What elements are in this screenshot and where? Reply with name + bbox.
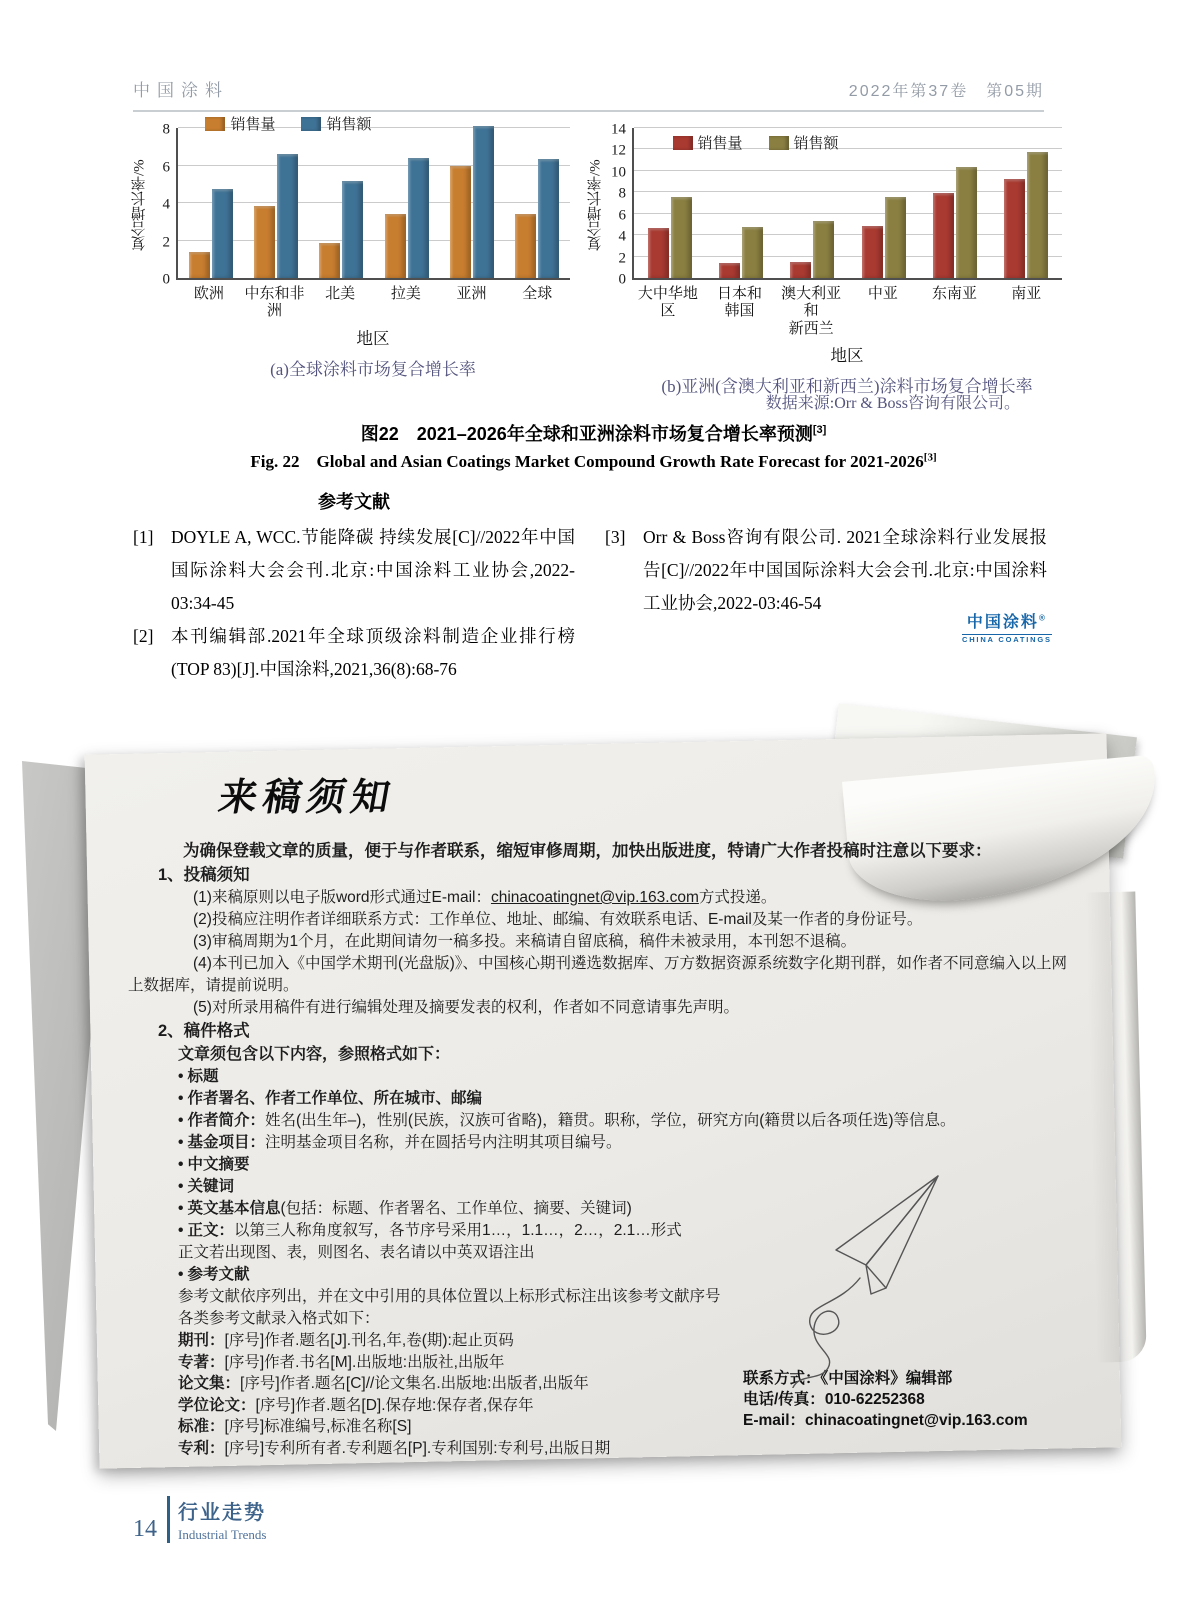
chart-body — [584, 121, 1062, 288]
chart-body — [128, 117, 570, 288]
item1-post: 方式投递。 — [698, 889, 777, 906]
x-category-label: 日本和 韩国 — [717, 286, 763, 320]
x-category-labels — [176, 286, 570, 321]
reference-number: [2] — [133, 626, 154, 646]
y-axis-ticks — [150, 121, 176, 288]
submission-item-2: (2)投稿应注明作者详细联系方式：工作单位、地址、邮编、有效联系电话、E-mail及某一作者的身份证号。 — [193, 911, 923, 928]
reference-text: DOYLE A, WCC.节能降碳 持续发展[C]//2022年中国国际涂料大会会刊.北京:中国涂料工业协会,2022-03:34-45 — [171, 527, 575, 613]
reference-item — [133, 620, 575, 686]
section1-heading: 1、投稿须知 — [158, 866, 250, 884]
y-tick-label: 12 — [611, 142, 626, 159]
bar-销售量 — [319, 243, 340, 278]
ref-format-journal: 期刊：[序号]作者.题名[J].刊名,年,卷(期):起止页码 — [178, 1332, 514, 1349]
chart-global-coatings — [128, 117, 570, 397]
bar-销售额 — [212, 189, 233, 278]
y-tick-label: 2 — [162, 234, 170, 250]
figure-caption-cn-text: 图22 2021–2026年全球和亚洲涂料市场复合增长率预测 — [360, 424, 813, 444]
bar-group — [505, 128, 570, 278]
ref-format-proceedings: 论文集：[序号]作者.题名[C]//论文集名.出版地:出版者,出版年 — [178, 1375, 589, 1392]
submission-item-1 — [128, 887, 1080, 909]
y-tick-label: 2 — [618, 250, 626, 267]
x-category-label: 全球 — [522, 286, 553, 302]
page-edge-curl — [1085, 891, 1146, 1362]
bar-group — [374, 128, 439, 278]
bar-销售额 — [538, 159, 559, 278]
figure-caption-cn — [0, 420, 1187, 446]
y-tick-label: 10 — [611, 164, 626, 181]
submission-item-4: (4)本刊已加入《中国学术期刊(光盘版)》、中国核心期刊遴选数据库、万方数据资源系统数字化期刊群，如作者不同意编入以上网上数据库，请提前说明。 — [128, 955, 1068, 994]
bar-销售量 — [790, 262, 811, 278]
reference-text: Orr & Boss咨询有限公司. 2021全球涂料行业发展报告[C]//2022年中国国际涂料大会会刊.北京:中国涂料工业协会,2022-03:46-54 — [643, 527, 1047, 613]
bar-销售额 — [473, 126, 494, 278]
bar-销售额 — [342, 181, 363, 278]
format-note: 正文若出现图、表，则图名、表名请以中英双语注出 — [178, 1244, 535, 1261]
x-axis-label: 地区 — [830, 345, 864, 365]
y-tick-label: 6 — [162, 159, 170, 175]
legend-swatch — [769, 136, 789, 150]
format-bullet: • 基金项目：注明基金项目名称，并在圆括号内注明其项目编号。 — [178, 1132, 1080, 1154]
format-bullet: • 正文：以第三人称角度叙写，各节序号采用1…，1.1…，2…，2.1…形式 — [178, 1220, 1080, 1242]
legend-item — [205, 113, 275, 134]
format-bullet: • 参考文献 — [178, 1264, 1080, 1286]
bar-销售量 — [933, 193, 954, 278]
page-footer — [133, 1496, 266, 1543]
item1-pre: (1)来稿原则以电子版word形式通过E-mail： — [193, 889, 491, 906]
issue-info: 2022年第37卷 第05期 — [848, 83, 1044, 100]
references-right-column — [605, 486, 1047, 686]
footer-divider — [167, 1496, 170, 1543]
references-left-column — [133, 486, 575, 686]
plot-wrap — [176, 117, 570, 280]
bar-销售量 — [862, 226, 883, 279]
format-bullet: • 英文基本信息(包括：标题、作者署名、工作单位、摘要、关键词) — [178, 1198, 1080, 1220]
logo-cn-text: 中国涂料® — [966, 613, 1047, 631]
chart-legend — [205, 113, 371, 134]
bar-group — [991, 128, 1062, 278]
x-category-label: 亚洲 — [456, 286, 487, 302]
ref-format-thesis: 学位论文：[序号]作者.题名[D].保存地:保存者,保存年 — [178, 1396, 534, 1414]
y-tick-label: 6 — [618, 207, 626, 224]
bar-销售额 — [1027, 152, 1048, 278]
contact-line-editorial: 联系方式：《中国涂料》编辑部 — [743, 1370, 953, 1387]
china-coatings-logo — [962, 614, 1052, 644]
logo-en-text: CHINA COATINGS — [962, 634, 1052, 644]
bar-销售量 — [254, 206, 275, 278]
x-category-label: 拉美 — [390, 286, 421, 302]
format-bullet: • 关键词 — [178, 1176, 1080, 1198]
format-bullet: • 标题 — [178, 1066, 1080, 1088]
reference-item — [605, 521, 1047, 620]
y-tick-label: 0 — [162, 271, 170, 288]
x-category-label: 北美 — [325, 286, 356, 302]
legend-item — [769, 132, 839, 153]
bar-销售额 — [408, 158, 429, 278]
bar-销售量 — [1004, 179, 1025, 278]
contact-email[interactable]: chinacoatingnet@vip.163.com — [805, 1412, 1028, 1429]
x-category-label: 中亚 — [867, 286, 898, 302]
chart-caption: (b)亚洲(含澳大利亚和新西兰)涂料市场复合增长率 — [661, 376, 1033, 396]
y-tick-label: 0 — [618, 271, 626, 288]
plot-area — [176, 117, 570, 280]
citation-superscript: [3] — [923, 451, 937, 464]
x-category-label: 欧洲 — [193, 286, 224, 302]
notice-content — [128, 766, 1080, 1459]
bar-销售量 — [450, 166, 471, 278]
notice-title: 来稿须知 — [215, 777, 399, 819]
format-note: 各类参考文献录入格式如下： — [178, 1310, 380, 1327]
bar-group — [919, 128, 990, 278]
y-tick-label: 4 — [162, 196, 170, 213]
legend-label: 销售额 — [793, 136, 839, 152]
x-category-label: 中东和非洲 — [244, 286, 305, 320]
bar-group — [439, 128, 504, 278]
figure-caption-en-text: Fig. 22 Global and Asian Coatings Market Compound Growth Rate Forecast for 2021-2026 — [250, 452, 924, 471]
y-axis-ticks — [606, 121, 632, 288]
bar-销售量 — [189, 252, 210, 278]
charts-row — [128, 117, 1062, 397]
section2-heading: 2、稿件格式 — [158, 1022, 250, 1040]
references-section — [133, 486, 1047, 686]
bar-销售额 — [956, 167, 977, 278]
notice-sheet-area — [0, 716, 1187, 1498]
contact-line-email: E-mail：chinacoatingnet@vip.163.com — [743, 1412, 1028, 1429]
chart-asia-coatings — [584, 121, 1062, 397]
bar-销售额 — [813, 221, 834, 278]
x-category-label: 大中华地区 — [637, 286, 698, 320]
notice-intro: 为确保登载文章的质量，便于与作者联系，缩短审修周期，加快出版进度，特请广大作者投稿时注意以下要求： — [183, 842, 992, 860]
journal-name: 中国涂料 — [133, 81, 229, 100]
bar-销售额 — [671, 197, 692, 278]
ref-format-monograph: 专著：[序号]作者.书名[M].出版地:出版社,出版年 — [178, 1353, 505, 1371]
reference-item — [133, 521, 575, 620]
legend-label: 销售量 — [230, 117, 276, 133]
legend-item — [301, 113, 371, 134]
reference-number: [3] — [605, 527, 626, 547]
bar-销售额 — [277, 154, 298, 278]
plot-wrap — [632, 128, 1062, 280]
submission-email-link[interactable]: chinacoatingnet@vip.163.com — [490, 889, 699, 906]
y-tick-label: 8 — [618, 185, 626, 202]
submission-item-5: (5)对所录用稿件有进行编辑处理及摘要发表的权利，作者如不同意请事先声明。 — [193, 999, 739, 1016]
page-number: 14 — [133, 1516, 157, 1542]
format-note: 参考文献依序列出，并在文中引用的具体位置以上标形式标注出该参考文献序号 — [178, 1288, 721, 1305]
plot-area — [632, 128, 1062, 280]
reference-text: 本刊编辑部.2021年全球顶级涂料制造企业排行榜(TOP 83)[J].中国涂料,2021,36(8):68-76 — [171, 626, 575, 679]
bar-销售量 — [719, 263, 740, 278]
footer-section-en: Industrial Trends — [178, 1527, 267, 1542]
contact-line-phone: 电话/传真：010-62252368 — [743, 1391, 925, 1408]
bar-销售量 — [515, 214, 536, 278]
bar-销售额 — [885, 197, 906, 278]
format-bullet: • 作者署名、作者工作单位、所在城市、邮编 — [178, 1088, 1080, 1110]
ref-format-patent: 专利：[序号]专利所有者.专利题名[P].专利国别:专利号,出版日期 — [178, 1439, 611, 1457]
bar-group — [178, 128, 243, 278]
bar-销售量 — [648, 228, 669, 278]
format-bullet: • 作者简介：姓名(出生年–)，性别(民族，汉族可省略)，籍贯。职称，学位，研究方向(籍贯以后各项任选)等信息。 — [178, 1110, 1080, 1132]
page-header — [133, 76, 1044, 112]
footer-section-title — [178, 1496, 266, 1543]
section2-lead: 文章须包含以下内容，参照格式如下： — [178, 1046, 451, 1063]
chart-caption: (a)全球涂料市场复合增长率 — [270, 359, 476, 379]
legend-swatch — [205, 117, 225, 131]
citation-superscript: [3] — [812, 424, 827, 436]
reference-number: [1] — [133, 527, 154, 547]
legend-label: 销售量 — [697, 136, 743, 152]
x-category-labels — [632, 286, 1062, 338]
y-axis-label: 复合增长率/% — [131, 159, 148, 251]
footer-section-cn: 行业走势 — [178, 1502, 266, 1524]
references-heading: 参考文献 — [318, 492, 390, 512]
submission-item-3: (3)审稿周期为1个月，在此期间请勿一稿多投。来稿请自留底稿，稿件未被录用，本刊恕不退稿。 — [193, 933, 857, 950]
bar-group — [243, 128, 308, 278]
bar-销售量 — [385, 214, 406, 278]
bar-groups — [178, 128, 570, 278]
figure-caption-en — [0, 447, 1187, 472]
y-tick-label: 8 — [162, 121, 170, 138]
x-axis-label: 地区 — [356, 328, 390, 348]
bar-group — [309, 128, 374, 278]
format-bullet: • 中文摘要 — [178, 1154, 1080, 1176]
paper-airplane-icon — [758, 1158, 948, 1393]
legend-swatch — [673, 136, 693, 150]
data-source-note: 数据来源:Orr & Boss咨询有限公司。 — [765, 395, 1020, 412]
bar-group — [848, 128, 919, 278]
y-tick-label: 14 — [611, 121, 626, 138]
y-axis-label: 复合增长率/% — [587, 159, 604, 251]
x-category-label: 东南亚 — [932, 286, 978, 302]
x-category-label: 南亚 — [1011, 286, 1042, 302]
x-category-label: 澳大利亚和 新西兰 — [781, 286, 842, 337]
legend-item — [673, 132, 743, 153]
ref-format-standard: 标准：[序号]标准编号,标准名称[S] — [178, 1418, 412, 1435]
legend-label: 销售额 — [326, 117, 372, 133]
registered-mark: ® — [1038, 613, 1047, 623]
legend-swatch — [301, 117, 321, 131]
y-tick-label: 4 — [618, 228, 626, 245]
chart-legend — [673, 132, 839, 153]
bar-销售额 — [742, 227, 763, 278]
